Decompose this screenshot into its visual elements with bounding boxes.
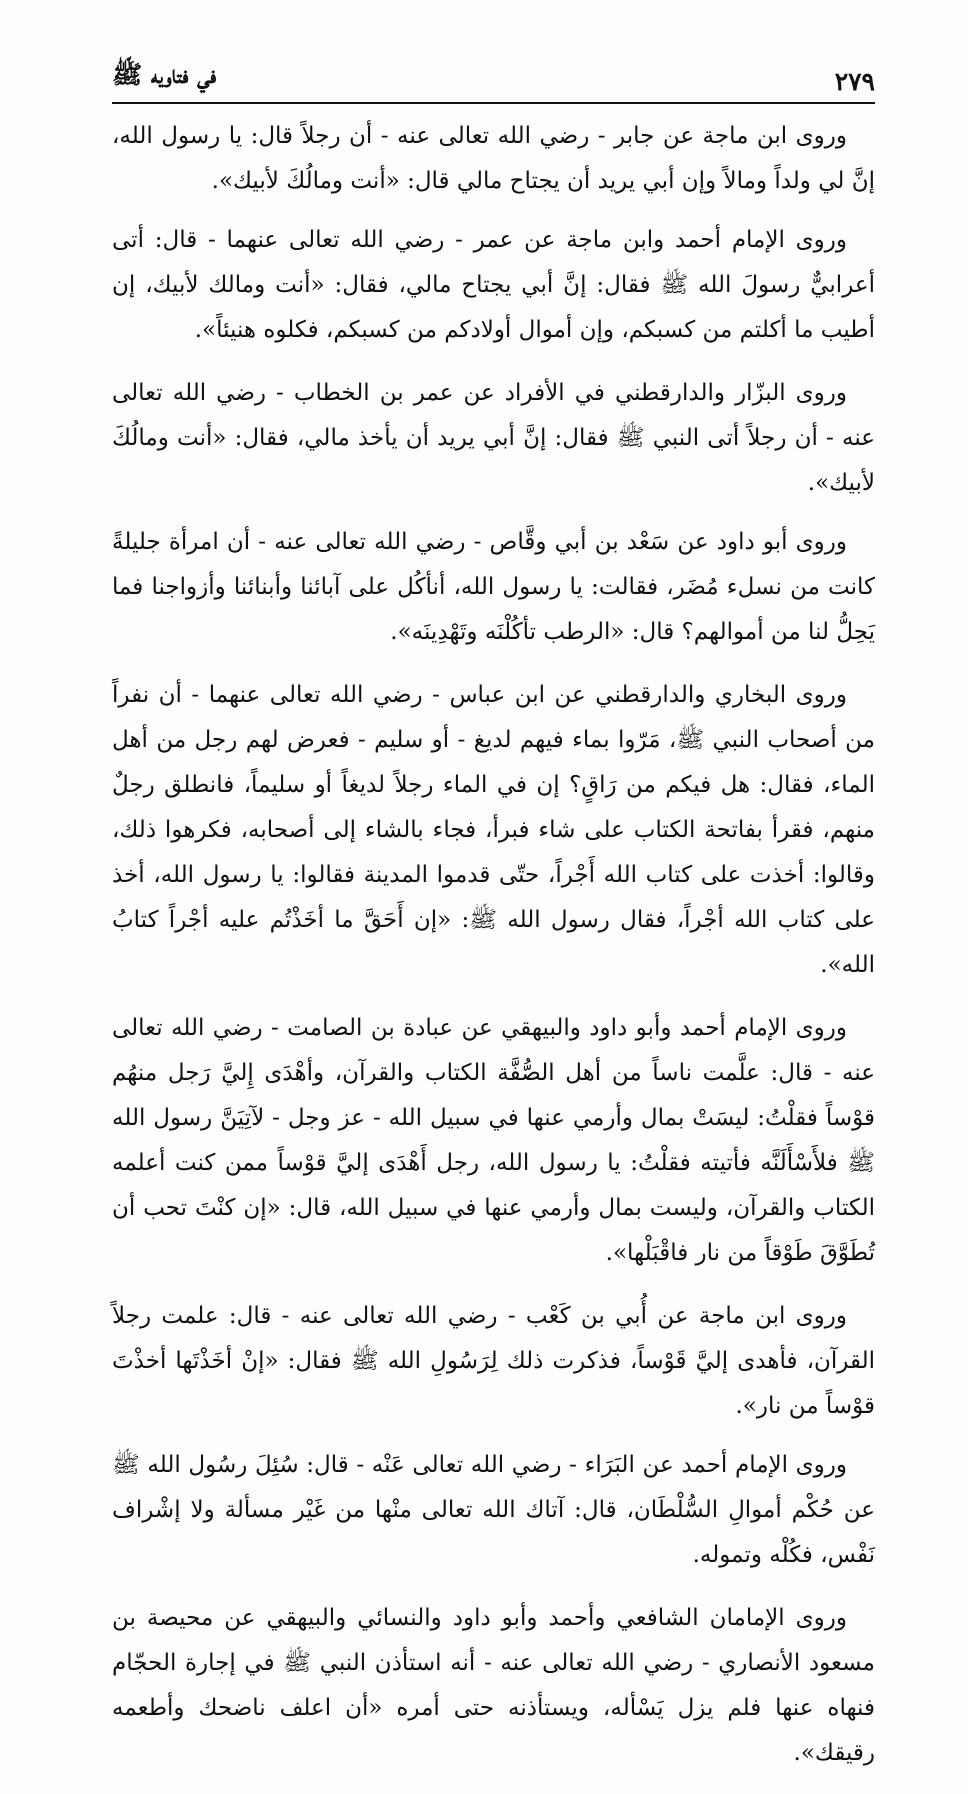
paragraph: وروى البزّار والدارقطني في الأفراد عن عمر بن الخطاب - رضي الله تعالى عنه - أن رجلاً أتى النبي ﷺ فقال: إنَّ أبي يريد أن يأخذ مالي، فقال: «أنت ومالُكَ لأبيك». (112, 380, 875, 496)
page-body (112, 114, 875, 1794)
paragraph: وروى الإمام أحمد عن البَرَاء - رضي الله تعالى عَنْه - قال: سُئِلَ رسُول الله ﷺ عن حُكْم أموالِ السُّلْطَان، قال: آتاك الله تعالى منْها من غَيْر مسألة ولا إشْراف نَفْس، فكُلْه وتموله. (112, 1452, 875, 1568)
running-header (112, 52, 875, 104)
paragraph: وروى أبو داود عن سَعْد بن أبي وقَّاص - رضي الله تعالى عنه - أن امرأة جليلةً كانت من نسلء مُضَر، فقالت: يا رسول الله، أنأكُل على آبائنا وأبنائنا وأزواجنا فما يَحِلُّ لنا من أموالهم؟ قال: «الرطب تأكُلْنَه وتَهْدِينَه». (112, 529, 875, 645)
paragraph: وروى ابن ماجة عن جابر - رضي الله تعالى عنه - أن رجلاً قال: يا رسول الله، إنَّ لي ولداً ومالاً وإن أبي يريد أن يجتاح مالي قال: «أنت ومالُكَ لأبيك». (112, 123, 875, 194)
header-title: في فتاويه ﷺ (112, 60, 217, 89)
paragraph: وروى البخاري والدارقطني عن ابن عباس - رضي الله تعالى عنهما - أن نفراً من أصحاب النبي ﷺ، مَرّوا بماء فيهم لديغ - أو سليم - فعرض لهم رجل من أهل الماء، فقال: هل فيكم من رَاقٍ؟ إن في الماء رجلاً لديغاً أو سليماً، فانطلق رجلٌ منهم، فقرأ بفاتحة الكتاب على شاء فبرأ، فجاء بالشاء إلى أصحابه، فكرهوا ذلك، وقالوا: أخذت على كتاب الله أَجْراً، حتّى قدموا المدينة فقالوا: يا رسول الله، أخذ على كتاب الله أجْراً، فقال رسول الله ﷺ: «إن أَحَقَّ ما أخَذْتُم عليه أجْراً كتابُ الله». (112, 682, 875, 978)
paragraph: وروى الإمامان الشافعي وأحمد وأبو داود والنسائي والبيهقي عن محيصة بن مسعود الأنصاري - رضي الله تعالى عنه - أنه استأذن النبي ﷺ في إجارة الحجّام فنهاه عنها فلم يزل يَسْأله، ويستأذنه حتى أمره «أن اعلف ناضحك وأطعمه رقيقك». (112, 1605, 875, 1766)
paragraph: وروى الإمام أحمد وابن ماجة عن عمر - رضي الله تعالى عنهما - قال: أتى أعرابيٌّ رسولَ الله ﷺ فقال: إنَّ أبي يجتاح مالي، فقال: «أنت ومالك لأبيك، إن أطيب ما أكلتم من كسبكم، وإن أموال أولادكم من كسبكم، فكلوه هنيئاً». (112, 227, 875, 343)
page-number: ٢٧٩ (834, 67, 875, 96)
paragraph: وروى ابن ماجة عن أُبي بن كَعْب - رضي الله تعالى عنه - قال: علمت رجلاً القرآن، فأهدى إليَّ قَوْساً، فذكرت ذلك لِرَسُولِ الله ﷺ فقال: «إنْ أخَذْتَها أخذْتَ قوْساً من نار». (112, 1303, 875, 1419)
paragraph: وروى الإمام أحمد وأبو داود والبيهقي عن عبادة بن الصامت - رضي الله تعالى عنه - قال: علَّمت ناساً من أهل الصُّفَّة الكتاب والقرآن، وأهْدَى إِليَّ رَجل منهُم قوْساً فقلْتُ: ليسَتْ بمال وأرمي عنها في سبيل الله - عز وجل - لآتِيَنَّ رسول الله ﷺ فلأَسْأَلَنَّه فأتيته فقلْتُ: يا رسول الله، رجل أَهْدَى إليَّ قوْساً ممن كنت أعلمه الكتاب والقرآن، وليست بمال وأرمي عنها في سبيل الله، قال: «إن كنْتَ تحب أن تُطَوَّقَ طَوْقاً من نار فاقْبَلْها». (112, 1015, 875, 1266)
